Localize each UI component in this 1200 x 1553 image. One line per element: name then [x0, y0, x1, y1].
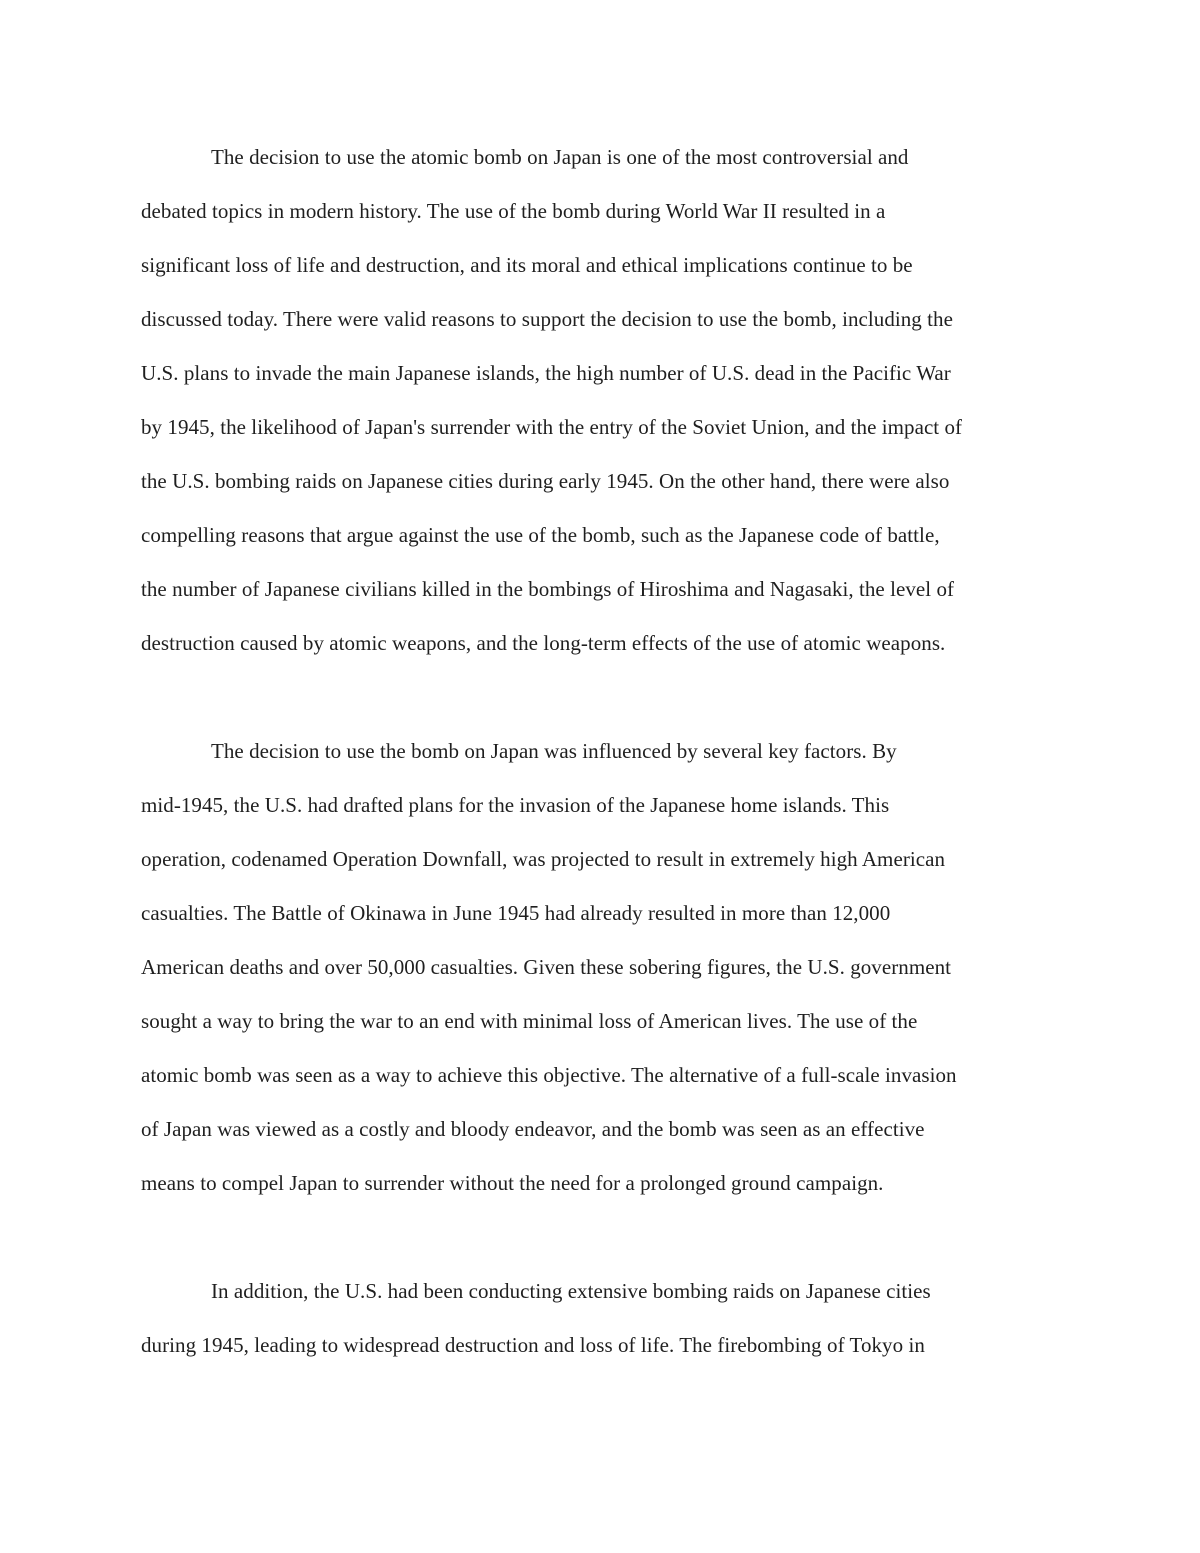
- paragraph-line: The decision to use the atomic bomb on Japan is one of the most controversial and: [211, 145, 909, 169]
- paragraph-line: American deaths and over 50,000 casualties. Given these sobering figures, the U.S. government: [141, 955, 952, 979]
- paragraph-line: debated topics in modern history. The use of the bomb during World War II resulted in a: [141, 199, 886, 223]
- paragraph-1: [141, 130, 1061, 670]
- paragraph-line: operation, codenamed Operation Downfall, was projected to result in extremely high American: [141, 847, 946, 871]
- paragraph-line: means to compel Japan to surrender without the need for a prolonged ground campaign.: [141, 1171, 884, 1195]
- paragraph-line: atomic bomb was seen as a way to achieve this objective. The alternative of a full-scale invasion: [141, 1063, 957, 1087]
- paragraph-line: compelling reasons that argue against the use of the bomb, such as the Japanese code of battle,: [141, 523, 940, 547]
- paragraph-line: the U.S. bombing raids on Japanese cities during early 1945. On the other hand, there were also: [141, 469, 950, 493]
- paragraph-line: during 1945, leading to widespread destruction and loss of life. The firebombing of Tokyo in: [141, 1333, 925, 1357]
- paragraph-line: U.S. plans to invade the main Japanese islands, the high number of U.S. dead in the Pacific War: [141, 361, 951, 385]
- paragraph-line: sought a way to bring the war to an end with minimal loss of American lives. The use of the: [141, 1009, 918, 1033]
- paragraph-line: significant loss of life and destruction, and its moral and ethical implications continue to be: [141, 253, 913, 277]
- paragraph-line: mid-1945, the U.S. had drafted plans for the invasion of the Japanese home islands. This: [141, 793, 890, 817]
- paragraph-spacer: [141, 1210, 1061, 1264]
- paragraph-line: casualties. The Battle of Okinawa in June 1945 had already resulted in more than 12,000: [141, 901, 891, 925]
- paragraph-2: [141, 724, 1061, 1210]
- paragraph-line: of Japan was viewed as a costly and bloody endeavor, and the bomb was seen as an effective: [141, 1117, 925, 1141]
- paragraph-line: destruction caused by atomic weapons, and the long-term effects of the use of atomic weapons.: [141, 631, 946, 655]
- paragraph-line: In addition, the U.S. had been conducting extensive bombing raids on Japanese cities: [211, 1279, 931, 1303]
- paragraph-line: discussed today. There were valid reasons to support the decision to use the bomb, including the: [141, 307, 953, 331]
- paragraph-line: the number of Japanese civilians killed in the bombings of Hiroshima and Nagasaki, the level of: [141, 577, 955, 601]
- paragraph-line: The decision to use the bomb on Japan was influenced by several key factors. By: [211, 739, 897, 763]
- document-body: [141, 130, 1061, 1372]
- paragraph-line: by 1945, the likelihood of Japan's surrender with the entry of the Soviet Union, and the impact of: [141, 415, 963, 439]
- paragraph-spacer: [141, 670, 1061, 724]
- paragraph-3: [141, 1264, 1061, 1372]
